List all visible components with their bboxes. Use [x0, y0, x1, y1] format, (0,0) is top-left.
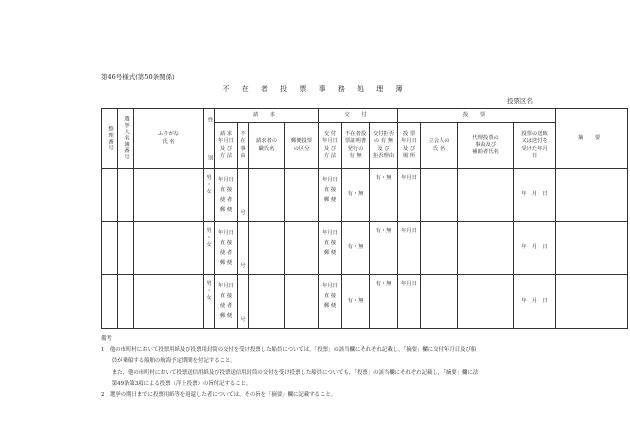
header-tohyo-date: 投 票 年月日 及 び 場 所 [398, 123, 421, 169]
table-row [102, 169, 628, 222]
cell-shomeisho: 有・無 [342, 169, 370, 222]
header-soufu: 投票の送致 又は送付を 受けた年月 日 [514, 123, 556, 169]
cell-fuzai-jiyu: 号 [238, 169, 249, 222]
note-line: また，他の市町村において投票送信用紙及び投票送信用封筒の交付を受け投票した船員についても，「投票」の該当欄にそれぞれ記載し，「摘要」欄に法 [101, 369, 479, 376]
header-tohyo: 投 票 [398, 109, 556, 123]
cell-seikyusha[interactable] [249, 275, 285, 329]
header-tachiainin: 立会人の 氏 名 [421, 123, 458, 169]
cell-yubin-kubun[interactable] [285, 169, 319, 222]
cell-meibo-bango[interactable] [118, 169, 134, 222]
notes-heading: 備考 [101, 336, 112, 342]
cell-seikyusha[interactable] [249, 222, 285, 275]
header-yubin-tohyo: 郵便投票 の区分 [285, 123, 319, 169]
cell-name[interactable] [134, 275, 204, 329]
cell-kofu-date: 年月日 直 接 郵 便 [319, 275, 342, 329]
cell-kyohi: 有・無 [370, 275, 398, 329]
table-row [102, 275, 628, 329]
note-line: 員が乗船する船舶の航海予定期間を付記すること。 [101, 358, 236, 365]
cell-tekiyo[interactable] [556, 169, 628, 222]
header-seibetsu: 性別 [204, 109, 215, 169]
header-seiri-bango: 整理番号 [102, 109, 118, 169]
district-label: 投票区名 [507, 97, 533, 105]
cell-fuzai-jiyu: 号 [238, 222, 249, 275]
cell-tachiainin[interactable] [421, 275, 458, 329]
cell-seikyusha[interactable] [249, 169, 285, 222]
cell-tachiainin[interactable] [421, 222, 458, 275]
cell-sex: 男 ・ 女 [204, 275, 215, 329]
note-line: 1 他の市町村において投票用紙及び投票用封筒の交付を受け投票した船員については，「投票」の該当欄にそれぞれ記載し，「摘要」欄に交付年月日及び船 [101, 347, 477, 354]
cell-seikyu-date: 年月日 直 接 使 者 郵 便 [215, 222, 238, 275]
cell-kofu-date: 年月日 直 接 郵 便 [319, 222, 342, 275]
header-tekiyo: 摘 要 [556, 109, 628, 169]
header-kofu-date: 交 付 年月日 及 び 方 法 [319, 123, 342, 169]
header-senkyonin-meibo: 選挙人名簿番号 [118, 109, 134, 169]
header-seikyu: 請 求 [215, 109, 319, 123]
cell-seikyu-date: 年月日 直 接 使 者 郵 便 [215, 169, 238, 222]
header-kofu: 交 付 [319, 109, 398, 123]
cell-tohyo-date: 年月日 [398, 169, 421, 222]
cell-meibo-bango[interactable] [118, 275, 134, 329]
cell-tohyo-date: 年月日 [398, 222, 421, 275]
cell-yubin-kubun[interactable] [285, 275, 319, 329]
cell-sex: 男 ・ 女 [204, 169, 215, 222]
cell-fuzai-jiyu: 号 [238, 275, 249, 329]
cell-name[interactable] [134, 169, 204, 222]
cell-seiri-bango[interactable] [102, 169, 118, 222]
header-shomeisho: 不在者投 票証明書 発行の 有 無 [342, 123, 370, 169]
cell-seiri-bango[interactable] [102, 275, 118, 329]
note-line: 第49条第3項による投票（洋上投票）の旨付記すること。 [101, 380, 252, 387]
cell-shomeisho: 有・無 [342, 275, 370, 329]
cell-kofu-date: 年月日 直 接 郵 便 [319, 169, 342, 222]
header-furigana: ふりがな [157, 131, 180, 138]
cell-kyohi: 有・無 [370, 169, 398, 222]
header-fuzai-jiyu: 不在 事由 [238, 123, 249, 169]
header-seikyu-date: 請 求 年月日 及 び 方 法 [215, 123, 238, 169]
cell-meibo-bango[interactable] [118, 222, 134, 275]
form-number: 第46号様式(第50条関係) [101, 73, 175, 81]
notes-section [101, 334, 577, 401]
header-shimei: 氏 名 [162, 138, 175, 145]
cell-tohyo-date: 年月日 [398, 275, 421, 329]
ledger-table [101, 108, 628, 329]
cell-dairi[interactable] [458, 169, 514, 222]
cell-seiri-bango[interactable] [102, 222, 118, 275]
cell-soufu-date: 年 月 日 [514, 275, 556, 329]
cell-kyohi: 有・無 [370, 222, 398, 275]
cell-soufu-date: 年 月 日 [514, 169, 556, 222]
header-seikyusha: 請求者の 職氏名 [249, 123, 285, 169]
cell-shomeisho: 有・無 [342, 222, 370, 275]
header-dairi: 代理投票の 事由及び 補助者氏名 [458, 123, 514, 169]
cell-name[interactable] [134, 222, 204, 275]
page-title: 不 在 者 投 票 事 務 処 理 簿 [222, 85, 408, 93]
cell-seikyu-date: 年月日 直 接 使 者 郵 便 [215, 275, 238, 329]
table-row [102, 222, 628, 275]
cell-yubin-kubun[interactable] [285, 222, 319, 275]
cell-soufu-date: 年 月 日 [514, 222, 556, 275]
cell-sex: 男 ・ 女 [204, 222, 215, 275]
cell-tekiyo[interactable] [556, 275, 628, 329]
cell-tachiainin[interactable] [421, 169, 458, 222]
header-name [134, 109, 204, 169]
cell-dairi[interactable] [458, 275, 514, 329]
cell-dairi[interactable] [458, 222, 514, 275]
header-row-1 [102, 109, 628, 123]
cell-tekiyo[interactable] [556, 222, 628, 275]
note-line: 2 選挙の期日までに投票用紙等を返還した者については，その旨を「摘要」欄に記載すること。 [101, 392, 337, 399]
header-kyohi: 交付拒否 の 有 無 及 び 拒否理由 [370, 123, 398, 169]
